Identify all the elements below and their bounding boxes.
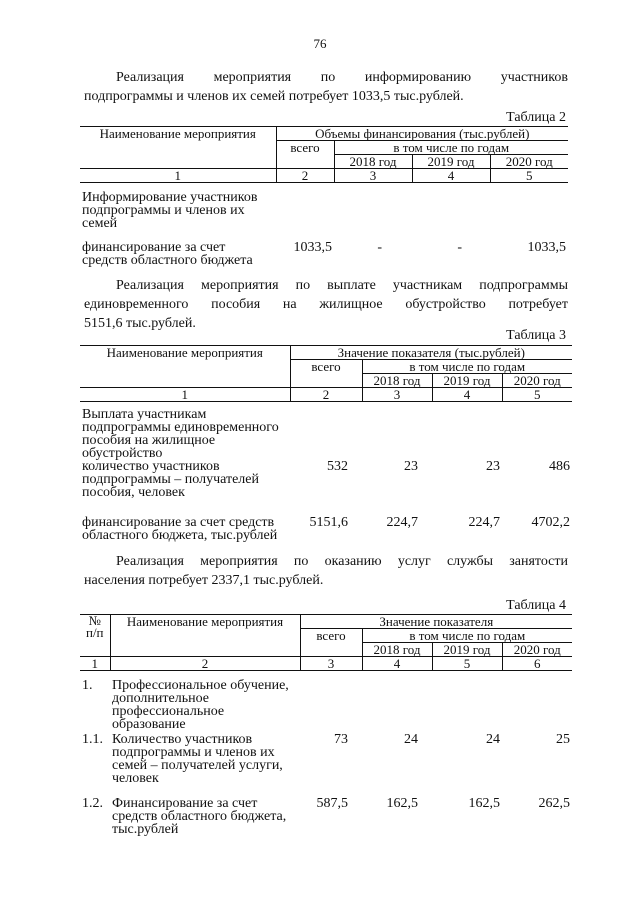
table4-cell: 73: [334, 732, 348, 747]
paragraph-line: Реализация мероприятия по выплате участникам подпрограммы: [116, 278, 568, 293]
table4-cell: 24: [404, 732, 418, 747]
table4-row-no: 1.1.: [82, 732, 103, 747]
table2-header-total: всего: [276, 141, 334, 169]
table2-header-name: Наименование мероприятия: [80, 127, 276, 169]
table3-header-group: Значение показателя (тыс.рублей): [290, 346, 572, 360]
table4-row-name: Количество участников подпрограммы и членов их семей – получателей услуги, человек: [112, 732, 283, 786]
table2-caption: Таблица 2: [506, 110, 566, 125]
table4-cell: 24: [486, 732, 500, 747]
table3-row-name: финансирование за счет средств областного бюджета, тыс.рублей: [82, 515, 278, 543]
table3-header-year: 2019 год: [432, 374, 502, 388]
table4-header-group: Значение показателя: [300, 615, 572, 629]
table4-header-year: 2018 год: [362, 643, 432, 657]
table3-cell: 532: [327, 459, 348, 474]
table3-header-total: всего: [290, 360, 362, 388]
table4-cell: 25: [556, 732, 571, 747]
paragraph-employment: [84, 552, 568, 590]
table3-cell: 23: [486, 459, 500, 474]
table4-cell: 162,5: [386, 796, 418, 811]
table2-cell: 1033,5: [293, 240, 332, 255]
table-row: [80, 241, 568, 267]
table2-header-group: Объемы финансирования (тыс.рублей): [276, 127, 568, 141]
table2-cell: -: [377, 240, 382, 255]
paragraph-line: населения потребует 2337,1 тыс.рублей.: [84, 573, 324, 588]
table2-cell: -: [457, 240, 462, 255]
table4-row-no: 1.: [82, 678, 93, 693]
table4-colnum: 1: [80, 657, 110, 671]
table3-row-name: количество участников подпрограммы – получателей пособия, человек: [82, 459, 259, 500]
table4-colnum: 3: [300, 657, 362, 671]
table-row: [80, 671, 572, 734]
table2-cell: 1033,5: [527, 240, 566, 255]
table3-colnum: 2: [290, 388, 362, 402]
table3-header-name: Наименование мероприятия: [80, 346, 290, 388]
table-row: [80, 797, 572, 836]
table2: [80, 126, 568, 267]
paragraph-allowance: [84, 276, 568, 333]
table2-row-name: Информирование участников подпрограммы и членов их семей: [82, 190, 258, 231]
table4-row-no: 1.2.: [82, 796, 103, 811]
table2-header-year: 2019 год: [412, 155, 490, 169]
table4-header-years: в том числе по годам: [362, 629, 572, 643]
table3-cell: 5151,6: [309, 515, 348, 530]
table3-cell: 224,7: [468, 515, 500, 530]
table2-colnum: 3: [334, 169, 412, 183]
table2-colnum: 2: [276, 169, 334, 183]
table4-header-name: Наименование мероприятия: [110, 615, 300, 657]
table4-colnum: 2: [110, 657, 300, 671]
table3-header-years: в том числе по годам: [362, 360, 572, 374]
paragraph-line: Реализация мероприятия по информированию участников: [116, 70, 568, 85]
table2-header-year: 2020 год: [490, 155, 568, 169]
table3-cell: 486: [549, 459, 570, 474]
table2-colnum: 5: [490, 169, 568, 183]
table4-colnum: 4: [362, 657, 432, 671]
table4-cell: 162,5: [468, 796, 500, 811]
table3-caption: Таблица 3: [506, 328, 566, 343]
table4-header-total: всего: [300, 629, 362, 657]
table4-colnum: 6: [502, 657, 572, 671]
table3-colnum: 5: [502, 388, 572, 402]
table2-row-name: финансирование за счет средств областного бюджета: [82, 240, 253, 268]
table2-header-year: 2018 год: [334, 155, 412, 169]
table4-header-year: 2019 год: [432, 643, 502, 657]
paragraph-information: [84, 68, 568, 106]
table-row: [80, 516, 572, 542]
table3-cell: 4702,2: [531, 515, 570, 530]
table3-cell: 224,7: [386, 515, 418, 530]
table3-header-year: 2020 год: [502, 374, 572, 388]
table-row: [80, 733, 572, 797]
table-row: [80, 460, 572, 516]
page-number: 76: [313, 36, 327, 51]
paragraph-line: единовременного пособия на жилищное обустройство потребует: [84, 297, 568, 312]
paragraph-line: 5151,6 тыс.рублей.: [84, 316, 196, 331]
table3-colnum: 1: [80, 388, 290, 402]
table4-header-no: № п/п: [80, 615, 110, 657]
table4-caption: Таблица 4: [506, 598, 566, 613]
table4-row-name: Финансирование за счет средств областного бюджета, тыс.рублей: [112, 796, 287, 837]
table4-cell: 587,5: [316, 796, 348, 811]
paragraph-line: Реализация мероприятия по оказанию услуг службы занятости: [116, 554, 568, 569]
table3-colnum: 3: [362, 388, 432, 402]
table-row: [80, 183, 568, 242]
table-row: [80, 402, 572, 461]
table2-header-years: в том числе по годам: [334, 141, 568, 155]
table4-cell: 262,5: [538, 796, 571, 811]
table4: [80, 614, 572, 836]
table4-header-year: 2020 год: [502, 643, 572, 657]
table2-colnum: 1: [80, 169, 276, 183]
paragraph-line: подпрограммы и членов их семей потребует 1033,5 тыс.рублей.: [84, 89, 464, 104]
table3-cell: 23: [404, 459, 418, 474]
table3-colnum: 4: [432, 388, 502, 402]
table4-colnum: 5: [432, 657, 502, 671]
table3: [80, 345, 572, 542]
table3-header-year: 2018 год: [362, 374, 432, 388]
table4-row-name: Профессиональное обучение, дополнительное профессиональное образование: [112, 678, 289, 732]
table3-row-name: Выплата участникам подпрограммы единовременного пособия на жилищное обустройство: [82, 407, 279, 461]
table2-colnum: 4: [412, 169, 490, 183]
